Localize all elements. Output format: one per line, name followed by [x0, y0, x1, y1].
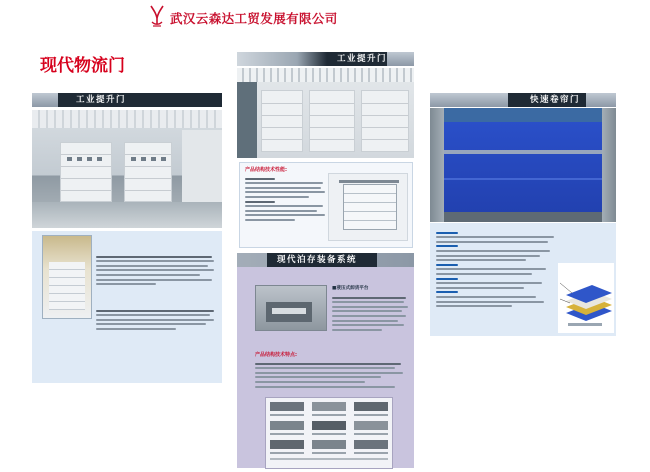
dock-product-grid: [265, 397, 393, 469]
platform-title: ■液压式卸货平台: [332, 286, 369, 291]
material-structure-diagram: [558, 263, 614, 333]
warehouse-door-photo: [32, 110, 222, 228]
panel-industrial-door-left: [32, 93, 222, 383]
panel-header-bar: [32, 93, 222, 107]
page-title: 现代物流门: [40, 56, 125, 76]
panel-header-bar: [430, 93, 616, 107]
company-logo-icon: [148, 4, 166, 28]
dock-features-title: 产品结构技术特点:: [255, 352, 298, 358]
dock-content: [237, 267, 414, 468]
door-schematic-image: [328, 173, 408, 241]
panel-header-bar: [237, 52, 414, 66]
door-detail-photo: [42, 235, 92, 319]
panel-industrial-door-center: [237, 52, 414, 248]
panel-title: 工业提升门: [76, 95, 127, 105]
industrial-door-description: [32, 231, 222, 383]
industrial-door-photo: [237, 68, 414, 158]
fast-roller-door-photo: [430, 108, 616, 222]
features-title: 产品结构技术性能:: [245, 167, 288, 173]
company-name: 武汉云森达工贸发展有限公司: [170, 11, 338, 26]
panel-title: 工业提升门: [337, 54, 388, 64]
fast-door-specs: [430, 223, 616, 336]
panel-fast-door: [430, 93, 616, 336]
panel-title: 现代泊存装备系统: [277, 255, 358, 265]
panel-header-bar: [237, 253, 414, 267]
dock-leveler-photo: [255, 285, 327, 331]
panel-title: 快速卷帘门: [530, 95, 581, 105]
product-features-card: [239, 162, 413, 248]
panel-dock-system: [237, 253, 414, 468]
